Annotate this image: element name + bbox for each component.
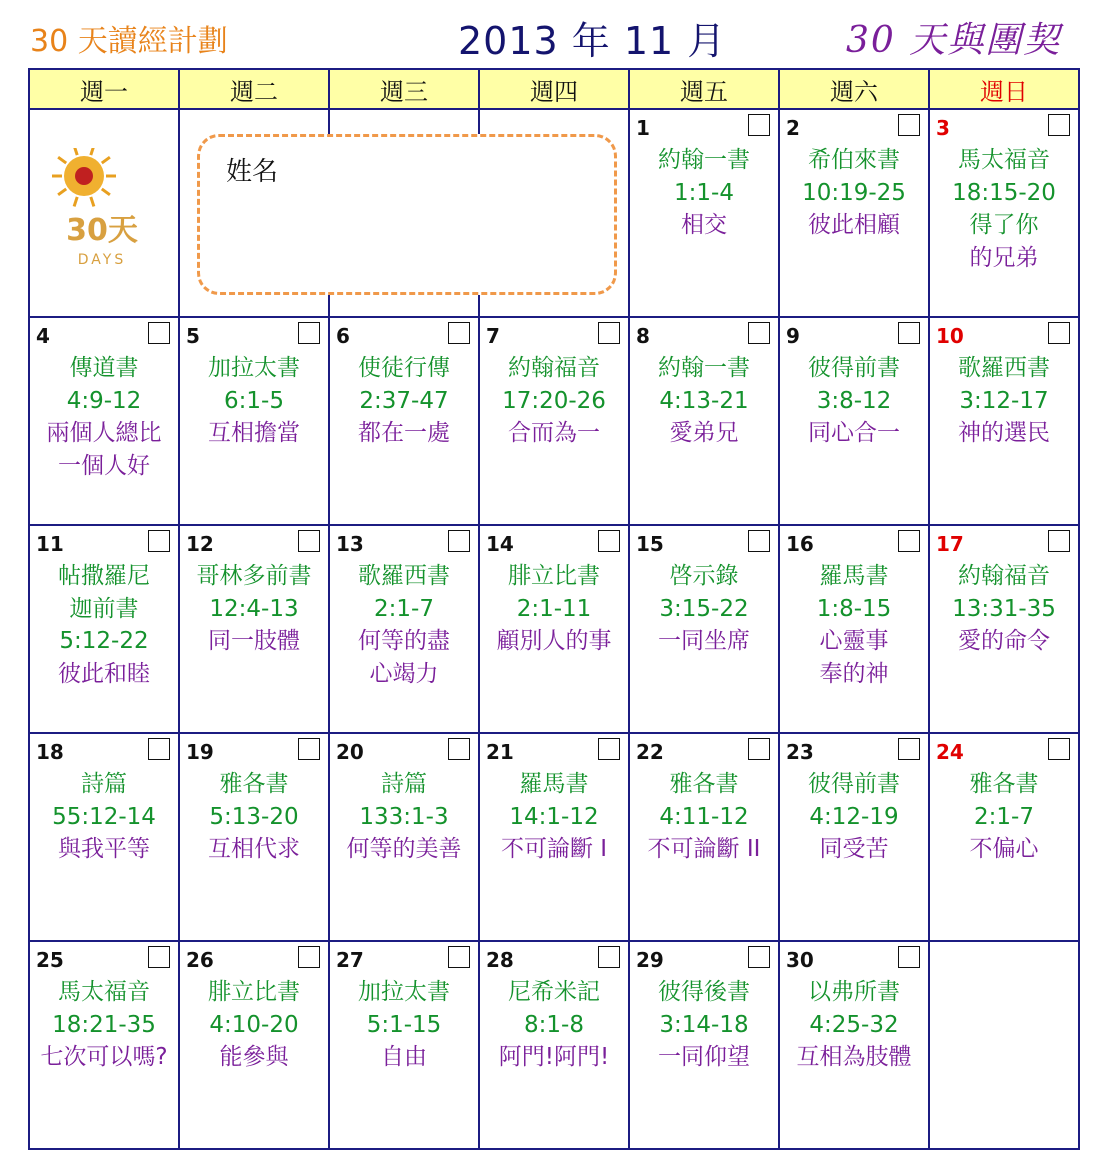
day-cell [779, 109, 929, 317]
day-cell [329, 525, 479, 733]
reading-reference: 4:25-32 [809, 1011, 899, 1038]
reading-entry [930, 768, 1078, 866]
reading-theme: 同心合一 [808, 420, 900, 446]
day-cell [179, 317, 329, 525]
reading-theme: 一個人好 [58, 452, 150, 479]
reading-entry [780, 976, 928, 1074]
reading-done-checkbox[interactable] [1048, 530, 1070, 552]
reading-theme: 合而為一 [508, 420, 600, 446]
reading-reference: 8:1-8 [524, 1011, 584, 1038]
reading-theme: 何等的盡 [358, 628, 450, 654]
day-number: 4 [36, 324, 50, 348]
reading-done-checkbox[interactable] [298, 322, 320, 344]
reading-entry [780, 144, 928, 242]
reading-entry [180, 352, 328, 450]
day-number: 22 [636, 740, 664, 764]
weekday-header-row [29, 69, 1079, 109]
day-cell [629, 317, 779, 525]
reading-done-checkbox[interactable] [898, 530, 920, 552]
reading-reference: 4:10-20 [209, 1011, 299, 1038]
day-number: 7 [486, 324, 500, 348]
reading-done-checkbox[interactable] [898, 946, 920, 968]
reading-entry [330, 768, 478, 866]
day-cell [929, 525, 1079, 733]
day-number: 8 [636, 324, 650, 348]
reading-theme: 心竭力 [369, 660, 439, 687]
day-number: 11 [36, 532, 64, 556]
book-name: 約翰福音 [508, 355, 600, 381]
book-name: 約翰一書 [658, 147, 750, 173]
book-name: 啓示錄 [669, 563, 739, 589]
reading-done-checkbox[interactable] [1048, 114, 1070, 136]
reading-done-checkbox[interactable] [448, 946, 470, 968]
reading-theme: 的兄弟 [969, 244, 1039, 271]
reading-done-checkbox[interactable] [148, 738, 170, 760]
reading-done-checkbox[interactable] [748, 946, 770, 968]
reading-entry [630, 144, 778, 242]
weekday-mon: 週一 [29, 69, 179, 109]
reading-done-checkbox[interactable] [898, 738, 920, 760]
reading-done-checkbox[interactable] [598, 738, 620, 760]
day-cell [479, 733, 629, 941]
day-cell [629, 941, 779, 1149]
reading-reference: 5:1-15 [366, 1011, 442, 1038]
reading-theme: 何等的美善 [346, 836, 462, 862]
name-box[interactable] [197, 134, 617, 295]
reading-theme: 與我平等 [58, 836, 150, 862]
day-cell [779, 733, 929, 941]
book-name: 歌羅西書 [358, 563, 450, 589]
reading-done-checkbox[interactable] [598, 946, 620, 968]
reading-reference: 18:15-20 [952, 179, 1056, 206]
book-name: 羅馬書 [819, 563, 889, 589]
reading-reference: 3:8-12 [816, 387, 892, 414]
reading-theme: 互相為肢體 [796, 1044, 912, 1070]
book-name: 彼得後書 [658, 979, 750, 1005]
reading-theme: 彼此相顧 [808, 212, 900, 238]
day-number: 17 [936, 532, 964, 556]
reading-reference: 4:9-12 [66, 387, 142, 414]
reading-theme: 不可論斷 II [647, 836, 761, 862]
book-name: 加拉太書 [358, 979, 450, 1005]
reading-theme: 都在一處 [358, 420, 450, 446]
book-name: 使徒行傳 [358, 355, 450, 381]
day-number: 6 [336, 324, 350, 348]
day-number: 24 [936, 740, 964, 764]
reading-theme: 同受苦 [819, 836, 889, 862]
logo-text: 30天 [66, 213, 138, 248]
book-name: 雅各書 [669, 771, 739, 797]
reading-reference: 17:20-26 [502, 387, 606, 414]
day-cell [329, 733, 479, 941]
reading-reference: 5:12-22 [59, 628, 149, 654]
reading-done-checkbox[interactable] [148, 322, 170, 344]
book-name: 雅各書 [969, 771, 1039, 797]
reading-reference: 2:1-7 [374, 595, 434, 622]
book-name: 腓立比書 [208, 979, 300, 1005]
reading-entry [330, 352, 478, 450]
day-cell [29, 941, 179, 1149]
reading-reference: 得了你 [969, 212, 1039, 238]
weekday-wed: 週三 [329, 69, 479, 109]
reading-reference: 14:1-12 [509, 803, 599, 830]
reading-theme: 心靈事 [819, 628, 889, 654]
reading-done-checkbox[interactable] [148, 530, 170, 552]
day-number: 21 [486, 740, 514, 764]
reading-entry [30, 768, 178, 866]
reading-entry [630, 768, 778, 866]
reading-reference: 18:21-35 [52, 1011, 156, 1038]
day-cell [629, 109, 779, 317]
day-cell [779, 525, 929, 733]
day-cell [329, 317, 479, 525]
reading-theme: 愛的命令 [958, 628, 1050, 654]
reading-theme: 自由 [381, 1044, 427, 1070]
day-cell [929, 109, 1079, 317]
day-number: 14 [486, 532, 514, 556]
book-name: 腓立比書 [508, 563, 600, 589]
day-cell [329, 941, 479, 1149]
reading-theme: 彼此和睦 [58, 660, 150, 687]
book-name: 哥林多前書 [196, 563, 312, 589]
day-number: 29 [636, 948, 664, 972]
reading-theme: 一同仰望 [658, 1044, 750, 1070]
reading-done-checkbox[interactable] [748, 738, 770, 760]
reading-entry [30, 560, 178, 690]
book-name: 加拉太書 [208, 355, 300, 381]
thirty-days-logo [44, 148, 170, 272]
reading-entry [330, 560, 478, 690]
weekday-fri: 週五 [629, 69, 779, 109]
day-cell [479, 941, 629, 1149]
reading-theme: 能參與 [219, 1044, 289, 1070]
reading-entry [930, 144, 1078, 274]
reading-entry [480, 768, 628, 866]
book-name: 羅馬書 [519, 771, 589, 797]
reading-reference: 1:1-4 [674, 179, 734, 206]
book-name: 詩篇 [81, 771, 127, 797]
book-name: 希伯來書 [808, 147, 900, 173]
day-number: 15 [636, 532, 664, 556]
day-number: 25 [36, 948, 64, 972]
reading-entry [630, 976, 778, 1074]
reading-done-checkbox[interactable] [1048, 738, 1070, 760]
reading-done-checkbox[interactable] [148, 946, 170, 968]
reading-theme: 相交 [681, 212, 727, 238]
day-cell [929, 317, 1079, 525]
reading-done-checkbox[interactable] [298, 530, 320, 552]
book-name: 馬太福音 [958, 147, 1050, 173]
day-cell [29, 525, 179, 733]
reading-entry [780, 560, 928, 690]
reading-entry [930, 352, 1078, 450]
day-number: 9 [786, 324, 800, 348]
reading-theme: 奉的神 [819, 660, 889, 687]
day-cell [29, 733, 179, 941]
day-cell [29, 317, 179, 525]
reading-reference: 4:13-21 [659, 387, 749, 414]
reading-entry [780, 768, 928, 866]
reading-reference: 2:1-11 [516, 595, 592, 622]
reading-entry [180, 768, 328, 866]
reading-reference: 迦前書 [69, 595, 139, 622]
day-number: 28 [486, 948, 514, 972]
calendar-week-row [29, 317, 1079, 525]
day-number: 26 [186, 948, 214, 972]
reading-entry [630, 560, 778, 658]
reading-done-checkbox[interactable] [598, 322, 620, 344]
day-cell [929, 733, 1079, 941]
book-name: 雅各書 [219, 771, 289, 797]
reading-theme: 一同坐席 [658, 628, 750, 654]
reading-theme: 七次可以嗎? [40, 1044, 168, 1070]
reading-entry [930, 560, 1078, 658]
day-cell [779, 317, 929, 525]
reading-entry [30, 352, 178, 482]
reading-entry [180, 560, 328, 658]
reading-reference: 3:12-17 [959, 387, 1049, 414]
day-number: 18 [36, 740, 64, 764]
weekday-sun: 週日 [929, 69, 1079, 109]
day-cell [479, 317, 629, 525]
reading-theme: 顧別人的事 [496, 628, 612, 654]
reading-theme: 不偏心 [969, 836, 1039, 862]
day-number: 27 [336, 948, 364, 972]
day-number: 1 [636, 116, 650, 140]
book-name: 傳道書 [69, 355, 139, 381]
plan-title: 30 天讀經計劃 [30, 24, 228, 59]
reading-theme: 互相代求 [208, 836, 300, 862]
day-cell [179, 525, 329, 733]
logo-subtext: DAYS [77, 252, 127, 268]
book-name: 以弗所書 [808, 979, 900, 1005]
day-cell [479, 525, 629, 733]
month-title: 2013 年 11 月 [458, 19, 727, 63]
reading-reference: 10:19-25 [802, 179, 906, 206]
reading-reference: 12:4-13 [209, 595, 299, 622]
reading-done-checkbox[interactable] [898, 114, 920, 136]
book-name: 詩篇 [381, 771, 427, 797]
reading-theme: 兩個人總比 [46, 420, 162, 446]
reading-done-checkbox[interactable] [448, 530, 470, 552]
day-cell [629, 733, 779, 941]
reading-entry [480, 976, 628, 1074]
book-name: 帖撒羅尼 [58, 563, 150, 589]
reading-entry [180, 976, 328, 1074]
reading-entry [480, 352, 628, 450]
day-number: 10 [936, 324, 964, 348]
day-cell [779, 941, 929, 1149]
reading-reference: 13:31-35 [952, 595, 1056, 622]
reading-entry [780, 352, 928, 450]
reading-reference: 55:12-14 [52, 803, 156, 830]
reading-theme: 阿門!阿門! [498, 1044, 610, 1070]
book-name: 彼得前書 [808, 355, 900, 381]
reading-reference: 1:8-15 [816, 595, 892, 622]
day-number: 12 [186, 532, 214, 556]
book-name: 馬太福音 [58, 979, 150, 1005]
logo-cell [29, 109, 179, 317]
calendar-week-row [29, 941, 1079, 1149]
empty-day-cell [929, 941, 1079, 1149]
book-name: 尼希米記 [508, 979, 600, 1005]
reading-reference: 6:1-5 [224, 387, 284, 414]
day-number: 30 [786, 948, 814, 972]
reading-done-checkbox[interactable] [1048, 322, 1070, 344]
reading-entry [330, 976, 478, 1074]
book-name: 約翰一書 [658, 355, 750, 381]
day-cell [179, 941, 329, 1149]
day-cell [629, 525, 779, 733]
day-number: 16 [786, 532, 814, 556]
book-name: 彼得前書 [808, 771, 900, 797]
day-number: 5 [186, 324, 200, 348]
reading-done-checkbox[interactable] [748, 322, 770, 344]
book-name: 歌羅西書 [958, 355, 1050, 381]
book-name: 約翰福音 [958, 563, 1050, 589]
day-number: 19 [186, 740, 214, 764]
day-number: 23 [786, 740, 814, 764]
calendar-week-row [29, 525, 1079, 733]
reading-done-checkbox[interactable] [748, 530, 770, 552]
reading-theme: 互相擔當 [208, 420, 300, 446]
reading-done-checkbox[interactable] [448, 738, 470, 760]
weekday-thu: 週四 [479, 69, 629, 109]
reading-done-checkbox[interactable] [298, 946, 320, 968]
day-number: 2 [786, 116, 800, 140]
reading-done-checkbox[interactable] [898, 322, 920, 344]
reading-reference: 5:13-20 [209, 803, 299, 830]
day-number: 20 [336, 740, 364, 764]
day-number: 13 [336, 532, 364, 556]
theme-title: 30 天與團契 [846, 20, 1062, 61]
reading-theme: 同一肢體 [208, 628, 300, 654]
reading-done-checkbox[interactable] [448, 322, 470, 344]
reading-entry [630, 352, 778, 450]
reading-done-checkbox[interactable] [598, 530, 620, 552]
reading-theme: 不可論斷 I [500, 836, 608, 862]
reading-done-checkbox[interactable] [748, 114, 770, 136]
reading-done-checkbox[interactable] [298, 738, 320, 760]
reading-theme: 愛弟兄 [669, 420, 739, 446]
reading-reference: 4:11-12 [659, 803, 749, 830]
reading-entry [30, 976, 178, 1074]
weekday-sat: 週六 [779, 69, 929, 109]
reading-reference: 2:1-7 [974, 803, 1034, 830]
day-number: 3 [936, 116, 950, 140]
calendar-week-row [29, 733, 1079, 941]
reading-reference: 4:12-19 [809, 803, 899, 830]
reading-reference: 133:1-3 [359, 803, 449, 830]
reading-entry [480, 560, 628, 658]
name-label: 姓名 [226, 157, 279, 187]
reading-theme: 神的選民 [958, 420, 1050, 446]
reading-reference: 3:14-18 [659, 1011, 749, 1038]
reading-reference: 3:15-22 [659, 595, 749, 622]
day-cell [179, 733, 329, 941]
weekday-tue: 週二 [179, 69, 329, 109]
reading-reference: 2:37-47 [359, 387, 449, 414]
